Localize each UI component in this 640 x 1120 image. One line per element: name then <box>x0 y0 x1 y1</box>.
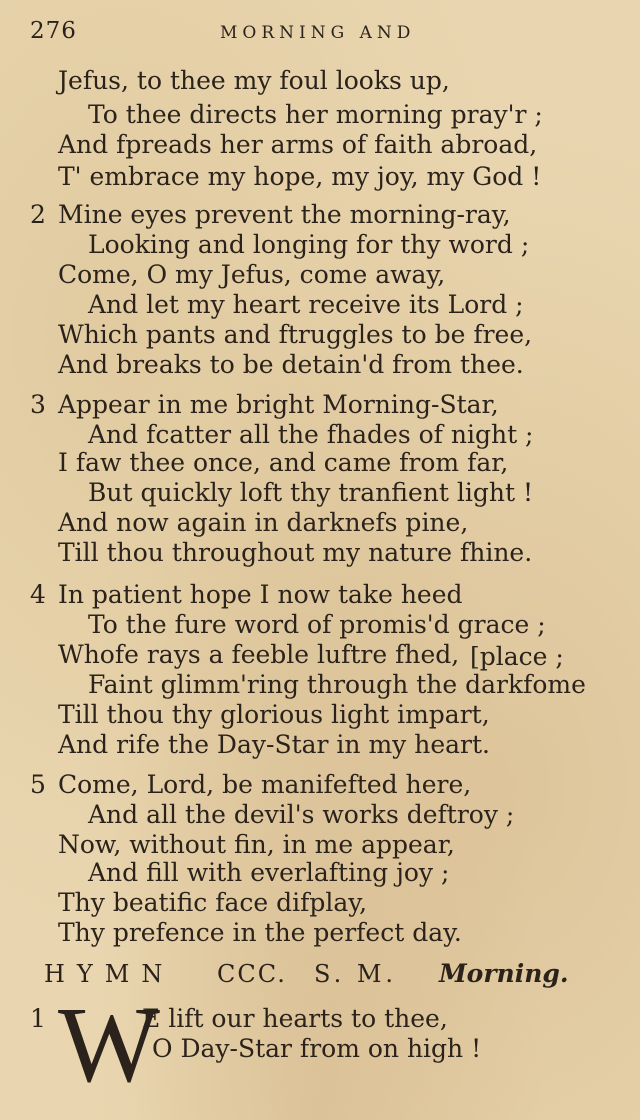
verse-line: Come, Lord, be manifefted here, <box>58 770 472 799</box>
verse-line: Whofe rays a feeble luftre fhed, <box>58 640 460 669</box>
verse-line: Looking and longing for thy word ; <box>88 230 530 259</box>
hymn-word: HYMN <box>44 960 175 988</box>
stanza-number: 2 <box>30 200 46 229</box>
verse-line: E lift our hearts to thee, <box>142 1004 448 1033</box>
verse-line: Thy beatific face difplay, <box>58 888 368 917</box>
verse-line: But quickly loft thy tranfient light ! <box>88 478 533 507</box>
hymn-tune: Morning. <box>439 959 569 988</box>
stanza-number: 1 <box>30 1004 46 1033</box>
verse-line: Now, without fin, in me appear, <box>58 830 455 859</box>
page-number: 276 <box>30 18 77 44</box>
verse-line: And fill with everlafting joy ; <box>88 858 450 887</box>
verse-line: And let my heart receive its Lord ; <box>88 290 524 319</box>
verse-line: I faw thee once, and came from far, <box>58 448 509 477</box>
verse-line: T' embrace my hope, my joy, my God ! <box>58 162 542 191</box>
stanza-number: 3 <box>30 390 46 419</box>
verse-line: Thy prefence in the perfect day. <box>58 918 462 947</box>
verse-line: O Day-Star from on high ! <box>152 1034 482 1063</box>
running-head: MORNING AND <box>220 23 416 43</box>
verse-line: And fpreads her arms of faith abroad, <box>58 130 538 159</box>
verse-line: Jefus, to thee my foul looks up, <box>58 66 450 95</box>
verse-line: Which pants and ftruggles to be free, <box>58 320 533 349</box>
verse-line: To thee directs her morning pray'r ; <box>88 100 543 129</box>
verse-line: And all the devil's works deftroy ; <box>88 800 515 829</box>
verse-line: Faint glimm'ring through the darkfome <box>88 670 586 699</box>
stanza-number: 5 <box>30 770 46 799</box>
verse-line: And now again in darknefs pine, <box>58 508 469 537</box>
verse-line: Come, O my Jefus, come away, <box>58 260 446 289</box>
hymn-meter: S. M. <box>314 960 398 988</box>
verse-line: And fcatter all the fhades of night ; <box>88 420 534 449</box>
verse-line: And breaks to be detain'd from thee. <box>58 350 524 379</box>
stanza-number: 4 <box>30 580 46 609</box>
verse-line: In patient hope I now take heed <box>58 580 463 609</box>
verse-line: Till thou thy glorious light impart, <box>58 700 490 729</box>
page-header <box>30 18 610 48</box>
turnover-word: [place ; <box>470 642 564 671</box>
drop-cap: W <box>58 986 160 1105</box>
verse-line: Mine eyes prevent the morning-ray, <box>58 200 511 229</box>
verse-line: Till thou throughout my nature fhine. <box>58 538 533 567</box>
verse-line: To the fure word of promis'd grace ; <box>88 610 546 639</box>
verse-line: And rife the Day-Star in my heart. <box>58 730 490 759</box>
hymn-number: CCC. <box>217 960 287 988</box>
verse-line: Appear in me bright Morning-Star, <box>58 390 499 419</box>
